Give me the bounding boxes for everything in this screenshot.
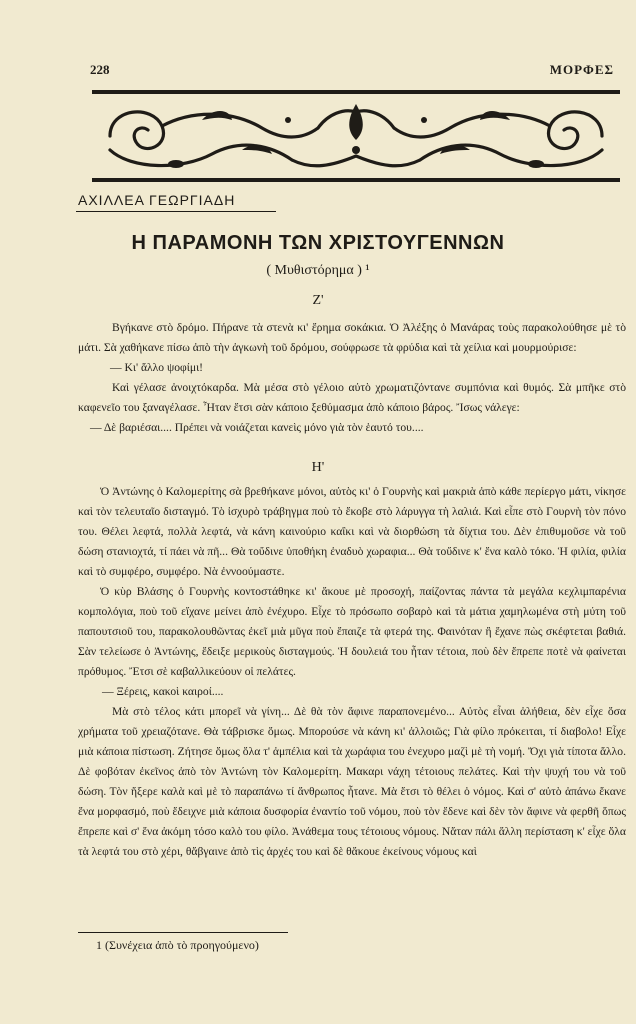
dialogue-line: — Δὲ βαριέσαι.... Πρέπει νὰ νοιάζεται κανεὶς μόνο γιὰ τὸν ἑαυτό του.... (90, 421, 424, 434)
dialogue-line: — Ξέρεις, κακοὶ καιροί.... (102, 685, 224, 698)
footnote: 1 (Συνέχεια ἀπὸ τὸ προηγούμενο) (96, 938, 259, 952)
chapter-heading-h: Η' (311, 460, 325, 475)
paragraph: Βγήκανε στὸ δρόμο. Πήρανε τὰ στενὰ κι' ἔρημα σοκάκια. Ὁ Ἀλέξης ὁ Μανάρας τοὺς παρακολούθησε μὲ τὸ μάτι. Σὰ χαθήκανε πίσω ἀπὸ τὴν ἀγκωνὴ τοῦ δρόμου, σούφρωσε τὰ φρύδια καὶ τὰ χείλια καὶ μουρμούρισε: (78, 321, 626, 354)
section-z-text (78, 318, 626, 438)
page-number: 228 (90, 62, 110, 77)
story-subtitle: ( Μυθιστόρημα ) ¹ (266, 263, 370, 278)
paragraph: Ὁ κὺρ Βλάσης ὁ Γουρνὴς κοντοστάθηκε κι' ἄκουε μὲ προσοχή, παίζοντας πάντα τὰ μεγάλα κεχλιμπαρένια κομπολόγια, ποὺ τοῦ εἴχανε μείνει ἀπὸ ἐνέχυρο. Εἶχε τὸ πρόσωπο σοβαρὸ καὶ τὰ μάτια χαμηλωμένα στὴ μύτη τοῦ παπουτσιοῦ του, παρακολουθῶντας ἐκεῖ μιὰ μῦγα ποὺ ἔπαιζε τὰ φτερά της. Φαινόταν ἢ ἔχανε πὼς σκέφτεται βαθιά. Σὰν τελείωσε ὁ Ἀντώνης, ἔδειξε μερικοὺς δισταγμούς. Ἡ δουλειά του ἦταν τέτοια, ποὺ δὲν ἔπρεπε ποτὲ νὰ φαίνεται πρόθυμος. Ἔτσι σὲ καβαλλικεύουν οἱ πελάτες. (78, 585, 626, 678)
paragraph: Καὶ γέλασε ἀνοιχτόκαρδα. Μὰ μέσα στὸ γέλοιο αὐτὸ χρωματιζόντανε συμπόνια καὶ θυμός. Σὰ μπῆκε στὸ καφενεῖο του ξαναγέλασε. Ἦταν ἔτσι σὰν κάποιο ξεθύμασμα ἀπὸ κάποιο βάρος. Ἴσως νάλεγε: (78, 381, 626, 414)
author-underline (76, 211, 276, 212)
paragraph: Μὰ στὸ τέλος κάτι μπορεῖ νὰ γίνη... Δὲ θὰ τὸν ἄφινε παραπονεμένο... Αὐτὸς εἶναι ἀλήθεια, δὲν εἶχε ὅσα χρήματα τοῦ χρειαζότανε. Θὰ τάβρισκε ὅμως. Μπορούσε νὰ κάνη κι' ἀλλοιῶς; Γιὰ φίλο πρόκειται, τί διαβολο! Εἶχε μιὰ κάποια πίστωση. Ζήτησε ὅμως ὅλα τ' ἀμπέλια καὶ τὰ χωράφια του ἐνεχυρο μαζὶ μὲ τὴ νομή. Ὄχι γιὰ τίποτα ἄλλο. Δὲ φοβόταν ἐκεῖνος ἀπὸ τὸν Ἀντώνη τὸν Καλομερίτη. Μακαρι νάχη τέτοιους πελάτες. Καὶ τὴν ψυχή του νὰ τοῦ δώση. Τὸν ἤξερε καλὰ καὶ μὲ τὸ παραπάνω τί ἄνθρωπος ἦτανε. Μὰ ἔτσι τὸ θέλει ὁ νόμος. Καὶ σ' αὐτὸ ἀπάνω ἔκανε ἕνα μορφασμό, ποὺ ἔδειχνε μιὰ κάποια δυσφορία ἐναντίο τοῦ νόμου, ποὺ τὸν ἔδενε καὶ δὲν τὸν ἄφινε νὰ φερθῆ ὅπως ἔπρεπε καὶ σ' ἕνα ἀκόμη τόσο καλὸ του φίλο. Ἀνάθεμα τους τέτοιους νόμους. Νἄταν πάλι ἄλλη περίσταση κ' εἶχε ὅλα τὰ λεφτά του στὸ χέρι, θἄβγαινε ἀπὸ τὶς ἀρχές του καὶ δὲ θἄκουε ἐκείνους νόμους καὶ (78, 705, 626, 858)
dialogue-line: — Κι' ἄλλο ψοφίμι! (110, 361, 204, 374)
paragraph: Ὁ Ἀντώνης ὁ Καλομερίτης σὰ βρεθήκανε μόνοι, αὐτὸς κι' ὁ Γουρνὴς καὶ μακριὰ ἀπὸ κάθε περίεργο μάτι, νίκησε καὶ τὸν τελευταῖο δισταγμό. Τὸ ἰσχυρὸ τράβηγμα ποὺ τὸ ἔκοβε στὸ λάρυγγα τὴ λαλιά. Καὶ εἶπε στὸ Γουρνὴ τὸν πόνο του. Θέλει λεφτά, πολλὰ λεφτά, νὰ κάνη καινούριο καΐκι καὶ νὰ διορθώση τὰ δίχτια του. Δὲν ἐπιθυμοῦσε νὰ τοῦ δώση στανιοχτά, τί πάει νὰ πῆ... Θὰ τοὔδινε ὑποθήκη ἐναδυὸ χωραφια... Θὰ τοὔδινε κ' ἕνα καλὸ τόκο. Ἡ φιλία, φιλία καὶ τὸ συμφέρο, συμφέρο. Νὰ ἐννοούμαστε. (78, 485, 626, 578)
author-name: ΑΧΙΛΛΕΑ ΓΕΩΡΓΙΑΔΗ (78, 192, 236, 208)
running-title: ΜΟΡΦΕΣ (549, 62, 614, 77)
decorative-ornament-band (92, 90, 620, 182)
page-header (90, 62, 614, 78)
footnote-rule (78, 932, 288, 933)
section-h-text (78, 482, 626, 862)
story-title: Η ΠΑΡΑΜΟΝΗ ΤΩΝ ΧΡΙΣΤΟΥΓΕΝΝΩΝ (131, 232, 505, 254)
chapter-heading-z: Ζ' (312, 293, 324, 308)
